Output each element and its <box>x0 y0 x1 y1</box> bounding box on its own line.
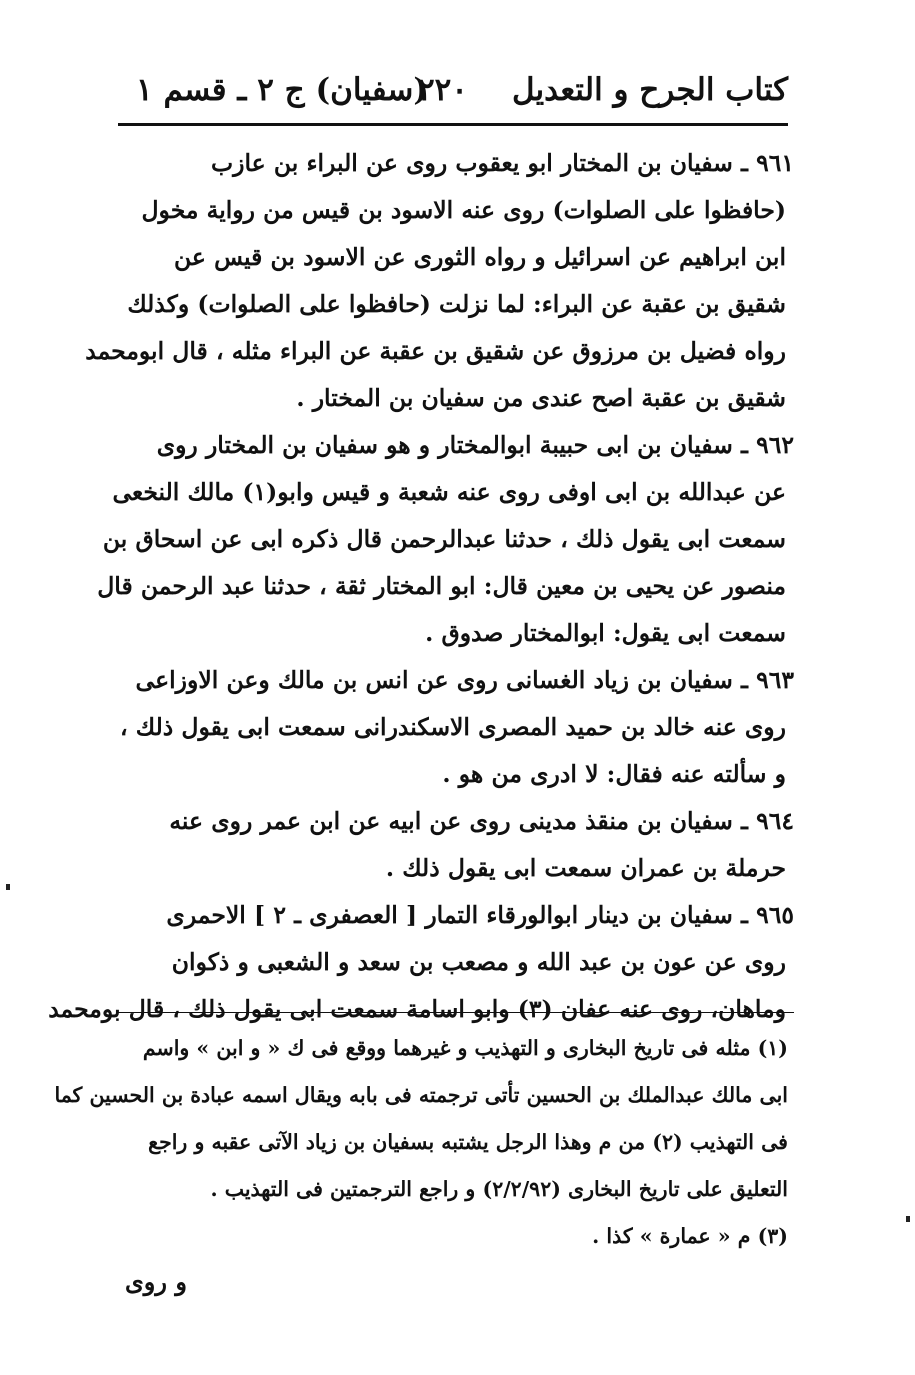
text-line: حرملة بن عمران سمعت ابى يقول ذلك . <box>385 854 786 882</box>
text-line: شقيق بن عقبة عن البراء: لما نزلت (حافظوا على الصلوات) وكذلك <box>127 290 786 318</box>
text-line: شقيق بن عقبة اصح عندى من سفيان بن المختار . <box>296 384 786 412</box>
main-text <box>48 140 794 1033</box>
section-label: (سفيان) ج ٢ ـ قسم ١ <box>136 72 429 108</box>
text-line: منصور عن يحيى بن معين قال: ابو المختار ثقة ، حدثنا عبد الرحمن قال <box>97 572 786 600</box>
footnote-line: ابى مالك عبدالملك بن الحسين تأتى ترجمته فى بابه ويقال اسمه عبادة بن الحسين كما <box>54 1083 788 1107</box>
text-line: رواه فضيل بن مرزوق عن شقيق بن عقبة عن البراء مثله ، قال ابومحمد <box>85 337 786 365</box>
text-line: (حافظوا على الصلوات) روى عنه الاسود بن قيس من رواية مخول <box>141 196 786 224</box>
book-title: كتاب الجرح و التعديل <box>511 72 788 108</box>
text-line: سمعت ابى يقول ذلك ، حدثنا عبدالرحمن قال ذكره ابى عن اسحاق بن <box>102 525 786 553</box>
text-line: ٩٦٢ ـ سفيان بن ابى حبيبة ابوالمختار و هو سفيان بن المختار روى <box>156 431 794 459</box>
footnote-line: التعليق على تاريخ البخارى (٢/٢/٩٢) و راجع الترجمتين فى التهذيب . <box>210 1177 788 1201</box>
footnotes <box>54 1024 788 1259</box>
text-line: ٩٦٤ ـ سفيان بن منقذ مدينى روى عن ابيه عن ابن عمر روى عنه <box>169 807 794 835</box>
text-line: سمعت ابى يقول: ابوالمختار صدوق . <box>425 619 786 647</box>
text-line: ٩٦٣ ـ سفيان بن زياد الغسانى روى عن انس بن مالك وعن الاوزاعى <box>135 666 794 694</box>
text-line: ٩٦١ ـ سفيان بن المختار ابو يعقوب روى عن البراء بن عازب <box>211 149 794 177</box>
text-line: روى عن عون بن عبد الله و مصعب بن سعد و الشعبى و ذكوان <box>171 948 786 976</box>
running-header <box>118 62 788 122</box>
text-line: روى عنه خالد بن حميد المصرى الاسكندرانى سمعت ابى يقول ذلك ، <box>120 713 786 741</box>
catchword: و روى <box>125 1267 187 1296</box>
text-line: وماهان، روى عنه عفان (٣) وابو اسامة سمعت ابى يقول ذلك ، قال بومحمد <box>48 995 786 1023</box>
footnote-line: (١) مثله فى تاريخ البخارى و التهذيب و غيرهما ووقع فى ك « و ابن » واسم <box>142 1036 788 1060</box>
footnote-rule <box>118 1012 794 1013</box>
header-rule <box>118 123 788 126</box>
edge-speck <box>6 884 10 890</box>
edge-speck <box>906 1216 910 1222</box>
text-line: و سألته عنه فقال: لا ادرى من هو . <box>442 760 786 788</box>
text-line: عن عبدالله بن ابى اوفى روى عنه شعبة و قيس وابو(١) مالك النخعى <box>112 478 786 506</box>
text-line: ابن ابراهيم عن اسرائيل و رواه الثورى عن الاسود بن قيس عن <box>173 243 786 271</box>
text-line: ٩٦٥ ـ سفيان بن دينار ابوالورقاء التمار [ العصفرى ـ ٢ ] الاحمرى <box>166 901 794 929</box>
page-number: ٢٢٠ <box>418 72 468 108</box>
footnote-line: (٣) م « عمارة » كذا . <box>592 1224 788 1248</box>
footnote-line: فى التهذيب (٢) من م وهذا الرجل يشتبه بسفيان بن زياد الآتى عقبه و راجع <box>148 1130 788 1154</box>
